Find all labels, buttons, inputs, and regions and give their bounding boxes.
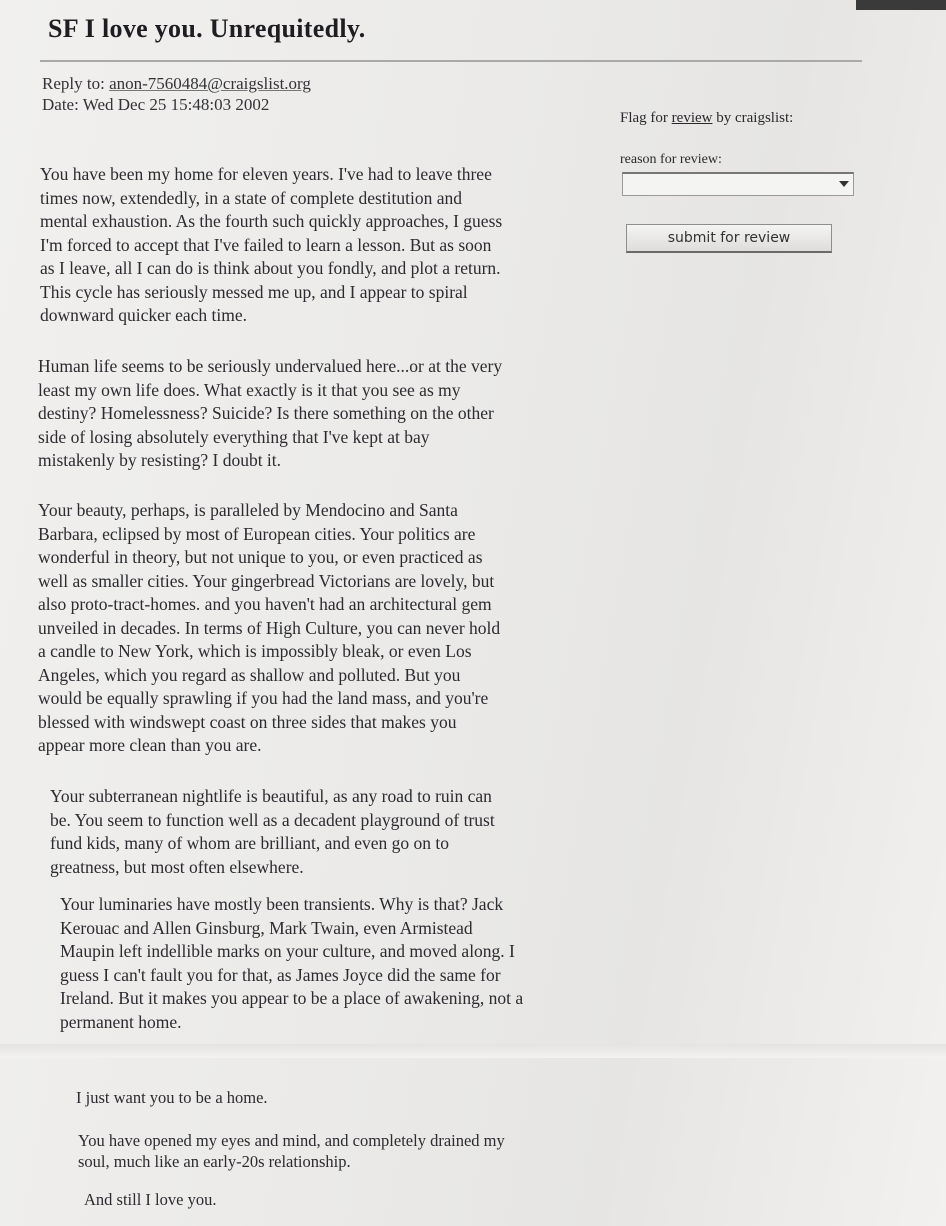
date-value: Wed Dec 25 15:48:03 2002	[82, 95, 270, 114]
text-line: mistakenly by resisting? I doubt it.	[38, 450, 282, 470]
body-paragraph-2	[38, 355, 502, 473]
reply-email-link[interactable]: anon-7560484@craigslist.org	[109, 74, 311, 93]
text-line: side of losing absolutely everything that I've kept at bay	[38, 426, 430, 447]
text-line: I'm forced to accept that I've failed to learn a lesson. But as soon	[40, 234, 492, 255]
text-line: Ireland. But it makes you appear to be a place of awakening, not a	[60, 988, 524, 1008]
closing-line-love: And still I love you.	[84, 1190, 217, 1209]
text-line: mental exhaustion. As the fourth such quickly approaches, I guess	[40, 211, 503, 231]
text-line: greatness, but most often elsewhere.	[50, 856, 304, 877]
text-line: be. You seem to function well as a decadent playground of trust	[50, 809, 495, 830]
text-line: well as smaller cities. Your gingerbread Victorians are lovely, but	[38, 570, 495, 591]
date-line	[42, 95, 269, 115]
chevron-down-icon[interactable]	[839, 181, 849, 187]
closing-paragraph	[78, 1130, 505, 1172]
text-line: a candle to New York, which is impossibly bleak, or even Los	[38, 641, 472, 661]
text-line: destiny? Homelessness? Suicide? Is there something on the other	[38, 403, 494, 423]
text-line: downward quicker each time.	[40, 305, 248, 325]
reason-select[interactable]	[622, 172, 854, 196]
text-line: Angeles, which you regard as shallow and polluted. But you	[38, 664, 461, 685]
submit-for-review-button[interactable]: submit for review	[626, 224, 832, 253]
flag-label-prefix: Flag for	[620, 110, 668, 126]
paper-fold	[0, 1044, 946, 1058]
text-line: Human life seems to be seriously undervalued here...or at the very	[38, 356, 503, 376]
reply-to-line	[42, 74, 311, 94]
body-paragraph-5	[60, 893, 523, 1034]
text-line: fund kids, many of whom are brilliant, and even go on to	[50, 833, 450, 853]
flag-label-suffix: by craigslist:	[716, 110, 794, 126]
text-line: would be equally sprawling if you had the land mass, and you're	[38, 688, 489, 708]
title-divider	[40, 60, 862, 62]
text-line: wonderful in theory, but not unique to you, or even practiced as	[38, 547, 483, 567]
text-line: Your luminaries have mostly been transients. Why is that? Jack	[60, 894, 504, 914]
background-edge	[856, 0, 946, 10]
text-line: guess I can't fault you for that, as James Joyce did the same for	[60, 964, 501, 985]
date-label: Date:	[42, 95, 79, 114]
body-paragraph-4	[50, 785, 495, 879]
text-line: Maupin left indellible marks on your culture, and moved along. I	[60, 941, 515, 961]
text-line: Your beauty, perhaps, is paralleled by Mendocino and Santa	[38, 500, 458, 520]
text-line: Barbara, eclipsed by most of European cities. Your politics are	[38, 523, 476, 544]
flag-for-review-label	[620, 110, 793, 127]
text-line: soul, much like an early-20s relationship.	[78, 1152, 351, 1171]
text-line: as I leave, all I can do is think about you fondly, and plot a return.	[40, 258, 501, 278]
text-line: Kerouac and Allen Ginsburg, Mark Twain, even Armistead	[60, 917, 473, 938]
text-line: also proto-tract-homes. and you haven't had an architectural gem	[38, 594, 492, 614]
text-line: Your subterranean nightlife is beautiful, as any road to ruin can	[50, 786, 492, 806]
closing-line-home: I just want you to be a home.	[76, 1088, 268, 1107]
text-line: permanent home.	[60, 1011, 182, 1032]
text-line: times now, extendedly, in a state of complete destitution and	[40, 187, 462, 208]
text-line: blessed with windswept coast on three sides that makes you	[38, 711, 457, 732]
post-title: SF I love you. Unrequitedly.	[48, 14, 366, 43]
body-paragraph-1	[40, 163, 502, 328]
text-line: unveiled in decades. In terms of High Culture, you can never hold	[38, 617, 501, 638]
reason-for-review-label: reason for review:	[620, 152, 722, 167]
text-line: least my own life does. What exactly is it that you see as my	[38, 379, 461, 400]
text-line: You have opened my eyes and mind, and completely drained my	[78, 1131, 505, 1150]
text-line: This cycle has seriously messed me up, and I appear to spiral	[40, 281, 468, 302]
text-line: You have been my home for eleven years. I've had to leave three	[40, 164, 492, 184]
body-paragraph-3	[38, 499, 500, 758]
text-line: appear more clean than you are.	[38, 735, 262, 755]
review-link[interactable]: review	[671, 110, 713, 126]
reply-to-label: Reply to:	[42, 74, 105, 93]
